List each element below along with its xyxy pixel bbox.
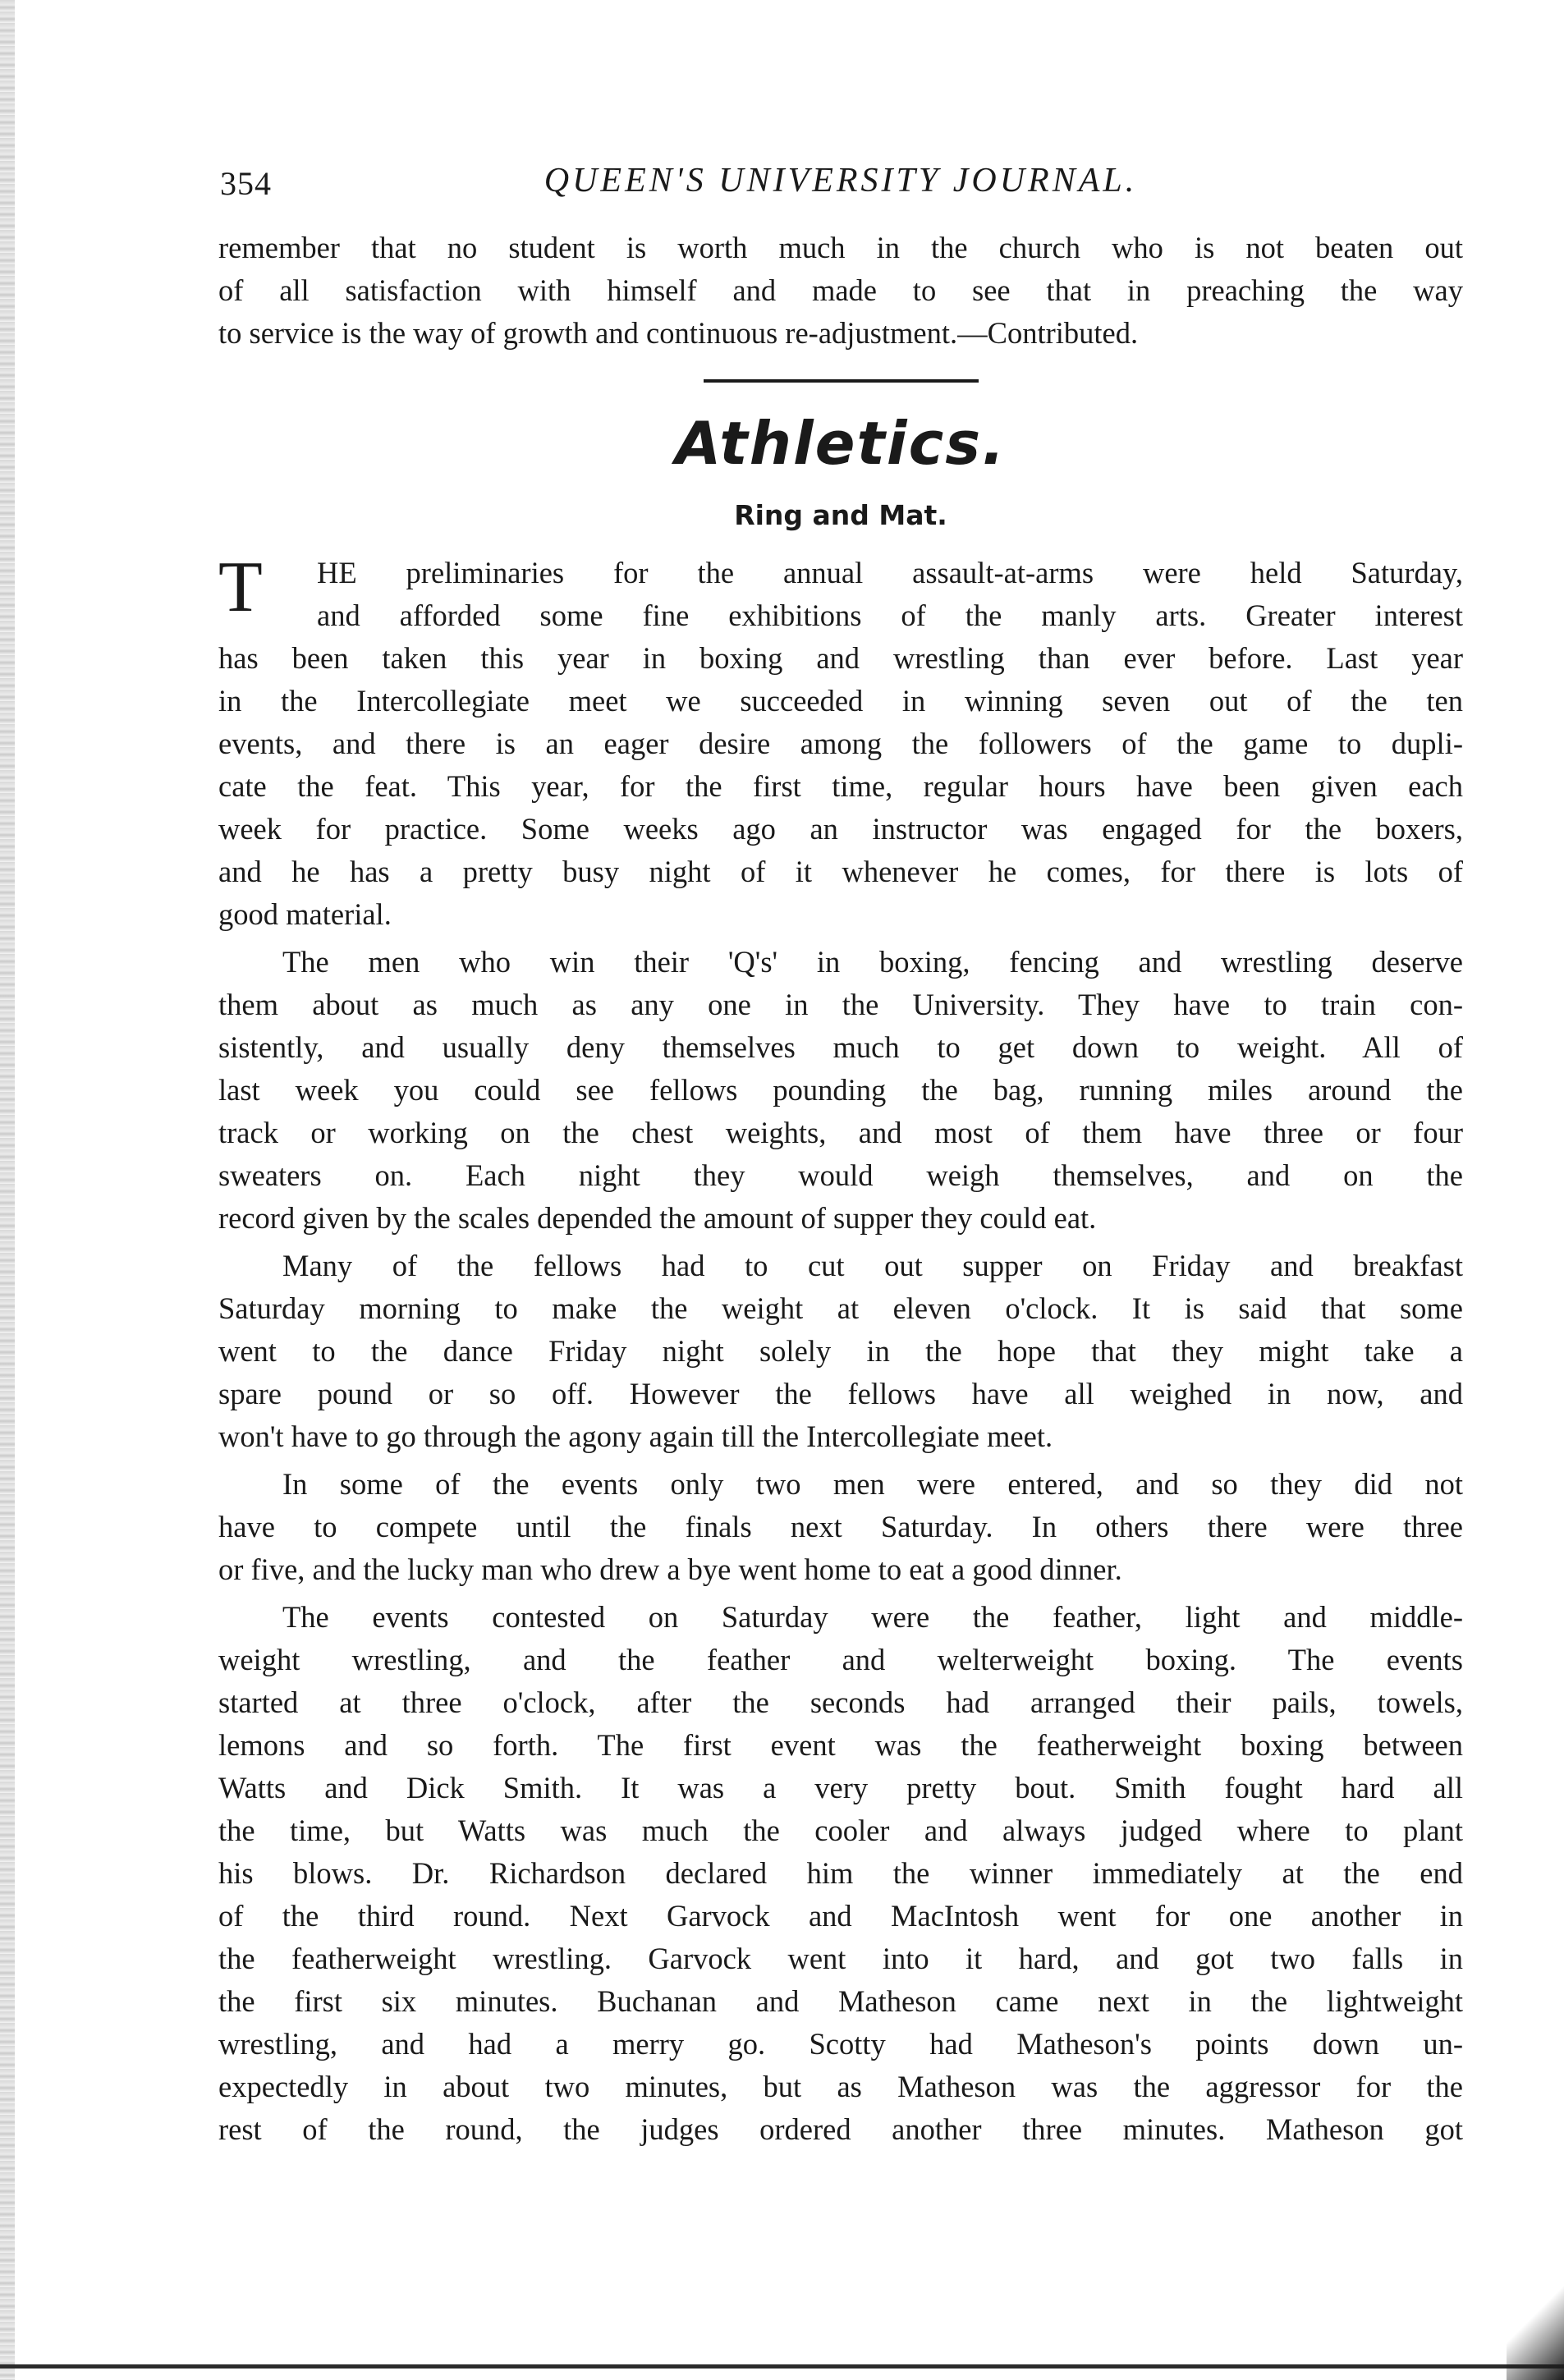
text-line: week for practice. Some weeks ago an instructor was engaged for the boxers, [218,812,1463,846]
text-line: lemons and so forth. The first event was the featherweight boxing between [218,1728,1463,1762]
text-line: cate the feat. This year, for the first time, regular hours have been given each [218,769,1463,803]
page-content [218,156,1463,2151]
text-line: won't have to go through the agony again till the Intercollegiate meet. [218,1419,1053,1453]
paragraph-5 [218,1596,1463,2151]
text-line-content: The men who win their 'Q's' in boxing, fencing and wrestling deserve [282,945,1463,979]
running-header [218,156,1463,213]
paragraph-4 [218,1463,1463,1591]
page-corner-shadow [1507,2265,1564,2380]
text-line: remember that no student is worth much in the church who is not beaten out [218,231,1463,264]
text-line [218,1245,1463,1287]
text-line-content: Many of the fellows had to cut out supper on Friday and breakfast [282,1249,1463,1282]
text-line-content: In some of the events only two men were entered, and so they did not [282,1467,1463,1501]
text-line: have to compete until the finals next Saturday. In others there were three [218,1510,1463,1543]
text-line: or five, and the lucky man who drew a bye went home to eat a good dinner. [218,1552,1122,1586]
text-line: sweaters on. Each night they would weigh themselves, and on the [218,1158,1463,1192]
text-line: record given by the scales depended the amount of supper they could eat. [218,1201,1097,1235]
page-binding-edge [0,0,15,2380]
section-title: Athletics. [675,409,1007,478]
text-line: wrestling, and had a merry go. Scotty had Matheson's points down un- [218,2027,1463,2061]
text-line: them about as much as any one in the University. They have to train con- [218,988,1463,1021]
section-divider [704,379,979,383]
journal-title: QUEEN'S UNIVERSITY JOURNAL. [544,162,1138,199]
page-number: 354 [220,165,272,202]
text-line: good material. [218,897,392,931]
text-line: of the third round. Next Garvock and MacIntosh went for one another in [218,1899,1463,1933]
text-line: sistently, and usually deny themselves much to get down to weight. All of [218,1030,1463,1064]
text-line: the first six minutes. Buchanan and Matheson came next in the lightweight [218,1984,1463,2018]
text-line: the featherweight wrestling. Garvock went into it hard, and got two falls in [218,1942,1463,1975]
paragraph-1 [218,548,1463,936]
text-line: went to the dance Friday night solely in the hope that they might take a [218,1334,1463,1368]
text-line: in the Intercollegiate meet we succeeded in winning seven out of the ten [218,684,1463,718]
text-line: of all satisfaction with himself and made to see that in preaching the way [218,273,1463,307]
drop-cap: T [218,548,263,627]
text-line: expectedly in about two minutes, but as Matheson was the aggressor for the [218,2070,1463,2103]
text-line: spare pound or so off. However the fellows have all weighed in now, and [218,1377,1463,1410]
paragraph-2 [218,941,1463,1240]
page-bottom-edge [0,2364,1564,2369]
section-subheading: Ring and Mat. [734,499,947,531]
text-line: track or working on the chest weights, and most of them have three or four [218,1116,1463,1149]
text-line: started at three o'clock, after the seconds had arranged their pails, towels, [218,1685,1463,1719]
text-line: his blows. Dr. Richardson declared him the winner immediately at the end [218,1856,1463,1890]
text-line: events, and there is an eager desire among the followers of the game to dupli- [218,727,1463,760]
text-line: HE preliminaries for the annual assault-at-arms were held Saturday, [317,556,1463,589]
text-line [218,1463,1463,1506]
text-line: last week you could see fellows pounding the bag, running miles around the [218,1073,1463,1107]
text-line: weight wrestling, and the feather and welterweight boxing. The events [218,1643,1463,1676]
text-line: and he has a pretty busy night of it whenever he comes, for there is lots of [218,855,1463,888]
text-line: the time, but Watts was much the cooler and always judged where to plant [218,1814,1463,1847]
text-line: and afforded some fine exhibitions of the manly arts. Greater interest [317,598,1463,632]
text-line [218,941,1463,984]
paragraph-3 [218,1245,1463,1458]
text-line: Saturday morning to make the weight at eleven o'clock. It is said that some [218,1291,1463,1325]
text-line [218,1596,1463,1639]
text-line: rest of the round, the judges ordered another three minutes. Matheson got [218,2112,1463,2146]
text-line: Watts and Dick Smith. It was a very pretty bout. Smith fought hard all [218,1771,1463,1804]
intro-paragraph [218,227,1463,355]
text-line: has been taken this year in boxing and wrestling than ever before. Last year [218,641,1463,675]
text-line-content: The events contested on Saturday were the feather, light and middle- [282,1600,1463,1634]
text-line: to service is the way of growth and continuous re-adjustment.—Contributed. [218,316,1139,350]
